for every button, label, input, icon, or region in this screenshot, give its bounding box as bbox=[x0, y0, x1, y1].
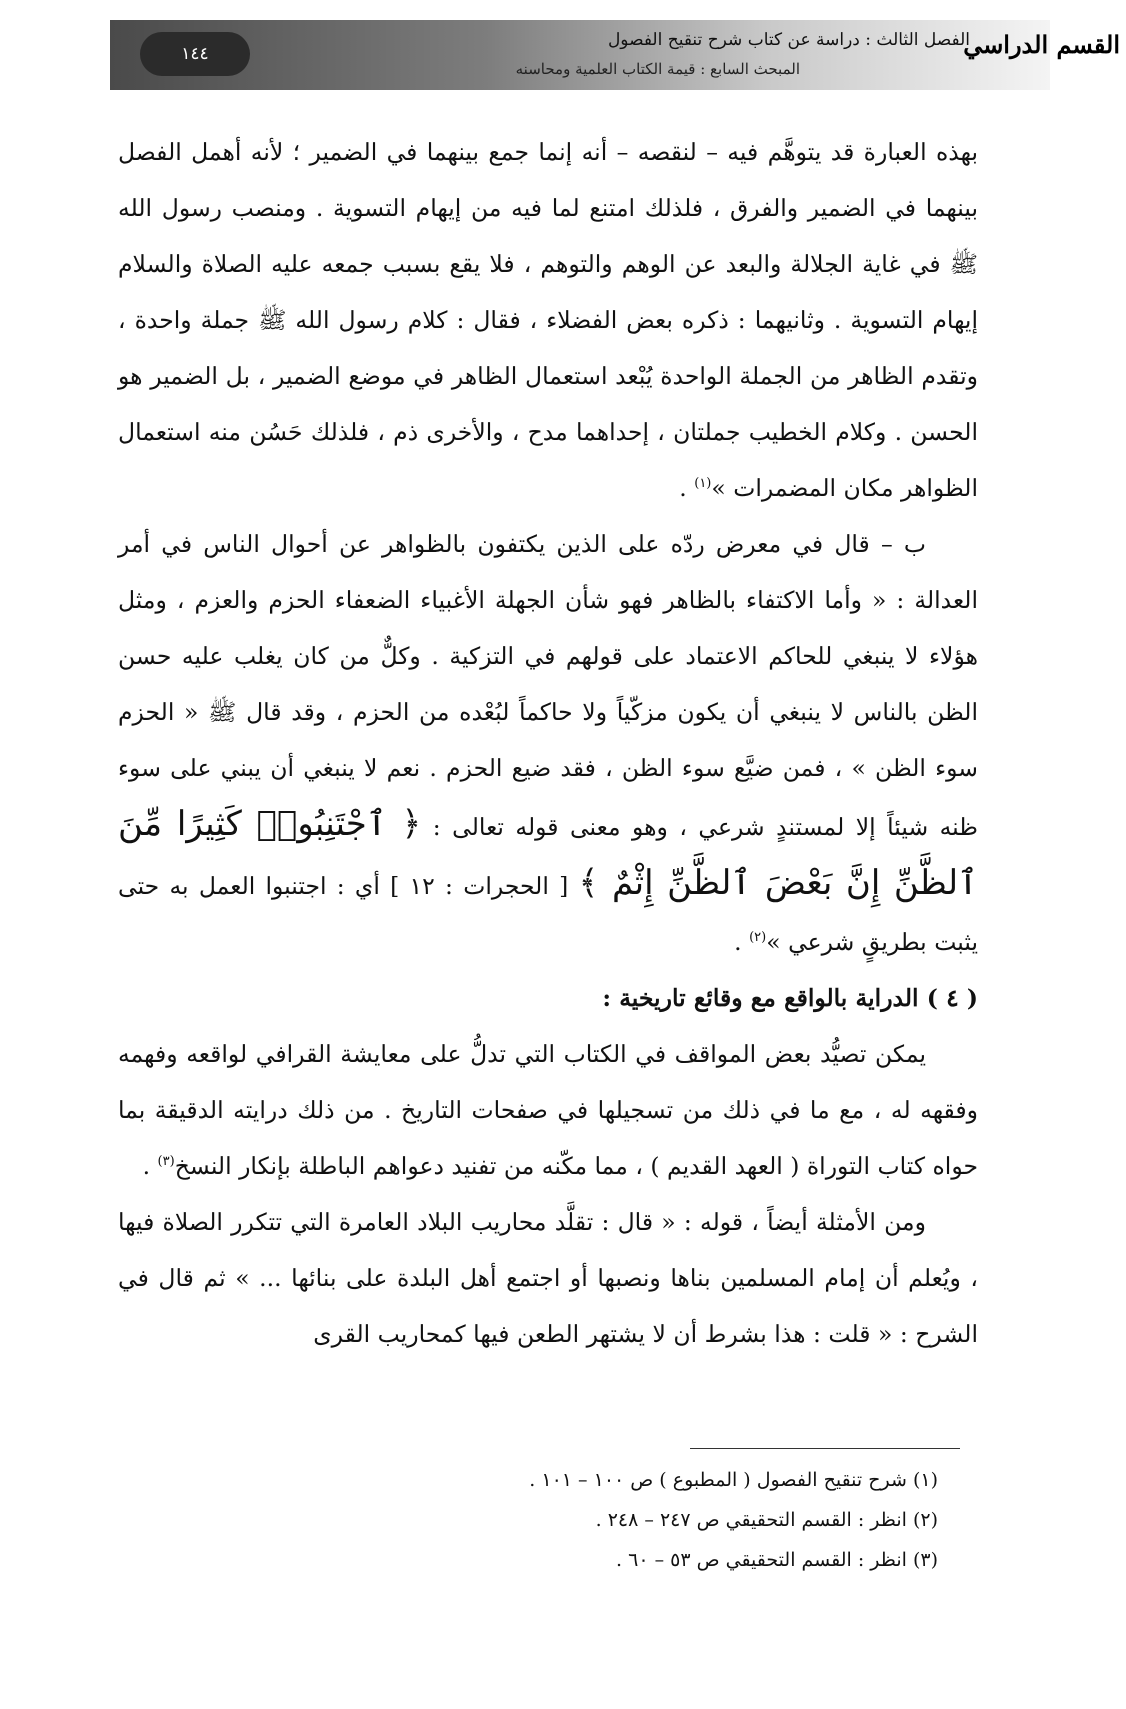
footnote-ref-3[interactable]: (٣) bbox=[157, 1154, 175, 1170]
footnote-2: (٢) انظر : القسم التحقيقي ص ٢٤٧ – ٢٤٨ . bbox=[595, 1509, 938, 1531]
paragraph-3: يمكن تصيُّد بعض المواقف في الكتاب التي تدلُّ على معايشة القرافي لواقعه وفهمه وفقهه له ، مع ما في ذلك من تسجيلها في صفحات التاريخ . من ذلك درايته الدقيقة بما حواه كتاب التوراة ( العهد القديم ) ، مما مكّنه من تفنيد دعواهم الباطلة بإنكار النسخ$^{(٣)}$ . bbox=[118, 1040, 978, 1180]
paragraph-1: بهذه العبارة قد يتوهَّم فيه – لنقصه – أنه إنما جمع بينهما في الضمير ؛ لأنه أهمل الفصل بينهما في الضمير والفرق ، فلذلك امتنع لما فيه من إيهام التسوية . ومنصب رسول الله ﷺ في غاية الجلالة والبعد عن الوهم والتوهم ، فلا يقع بسبب جمعه عليه الصلاة والسلام إيهام التسوية . وثانيهما : ذكره بعض الفضلاء ، فقال : كلام رسول الله ﷺ جملة واحدة ، وتقدم الظاهر من الجملة الواحدة يُبْعد استعمال الظاهر في موضع الضمير ، بل الضمير هو الحسن . وكلام الخطيب جملتان ، إحداهما مدح ، والأخرى ذم ، فلذلك حَسُن منه استعمال الظواهر مكان المضمرات »$^{(١)}$ . bbox=[118, 138, 978, 502]
section-heading: ( ٤ ) الدراية بالواقع مع وقائع تاريخية : bbox=[602, 984, 978, 1012]
page-body bbox=[118, 124, 978, 1362]
header-chapter-title: الفصل الثالث : دراسة عن كتاب شرح تنقيح الفصول bbox=[607, 30, 970, 50]
page-number: ١٤٤ bbox=[140, 32, 250, 76]
paragraph-4: ومن الأمثلة أيضاً ، قوله : « قال : تقلَّد محاريب البلاد العامرة التي تتكرر الصلاة فيها ، ويُعلم أن إمام المسلمين بناها ونصبها أو اجتمع أهل البلدة على بنائها ... » ثم قال في الشرح : « قلت : هذا بشرط أن لا يشتهر الطعن فيها كمحاريب القرى bbox=[118, 1208, 978, 1348]
footnote-1: (١) شرح تنقيح الفصول ( المطبوع ) ص ١٠٠ – ١٠١ . bbox=[529, 1469, 938, 1491]
header-topic-title: المبحث السابع : قيمة الكتاب العلمية ومحاسنه bbox=[515, 60, 800, 78]
running-header bbox=[110, 20, 1120, 90]
header-section-title: القسم الدراسي bbox=[963, 30, 1120, 59]
footnotes bbox=[118, 1460, 978, 1580]
footnote-divider bbox=[690, 1448, 960, 1449]
footnote-3: (٣) انظر : القسم التحقيقي ص ٥٣ – ٦٠ . bbox=[616, 1549, 938, 1571]
paragraph-2: ب – قال في معرض ردّه على الذين يكتفون بالظواهر عن أحوال الناس في أمر العدالة : « وأما الاكتفاء بالظاهر فهو شأن الجهلة الأغبياء الضعفاء الحزم والعزم ، ومثل هؤلاء لا ينبغي للحاكم الاعتماد على قولهم في التزكية . وكلٌّ من كان يغلب عليه حسن الظن بالناس لا ينبغي أن يكون مزكّياً ولا حاكماً لبُعْده من الحزم ، وقد قال ﷺ « الحزم سوء الظن » ، فمن ضيَّع سوء الظن ، فقد ضيع الحزم . نعم لا ينبغي أن يبني على سوء ظنه شيئاً إلا لمستندٍ شرعي ، وهو معنى قوله تعالى : ﴿ ٱجْتَنِبُوا۟ كَثِيرًا مِّنَ ٱلظَّنِّ إِنَّ بَعْضَ ٱلظَّنِّ إِثْمٌ ﴾ [ الحجرات : ١٢ ] أي : اجتنبوا العمل به حتى يثبت بطريقٍ شرعي »$^{(٢)}$ . bbox=[118, 530, 978, 956]
quran-verse: ﴿ ٱجْتَنِبُوا۟ كَثِيرًا مِّنَ ٱلظَّنِّ إِنَّ بَعْضَ ٱلظَّنِّ إِثْمٌ ﴾ bbox=[118, 804, 978, 903]
footnote-ref-1[interactable]: (١) bbox=[694, 476, 712, 492]
footnote-ref-2[interactable]: (٢) bbox=[749, 930, 767, 946]
